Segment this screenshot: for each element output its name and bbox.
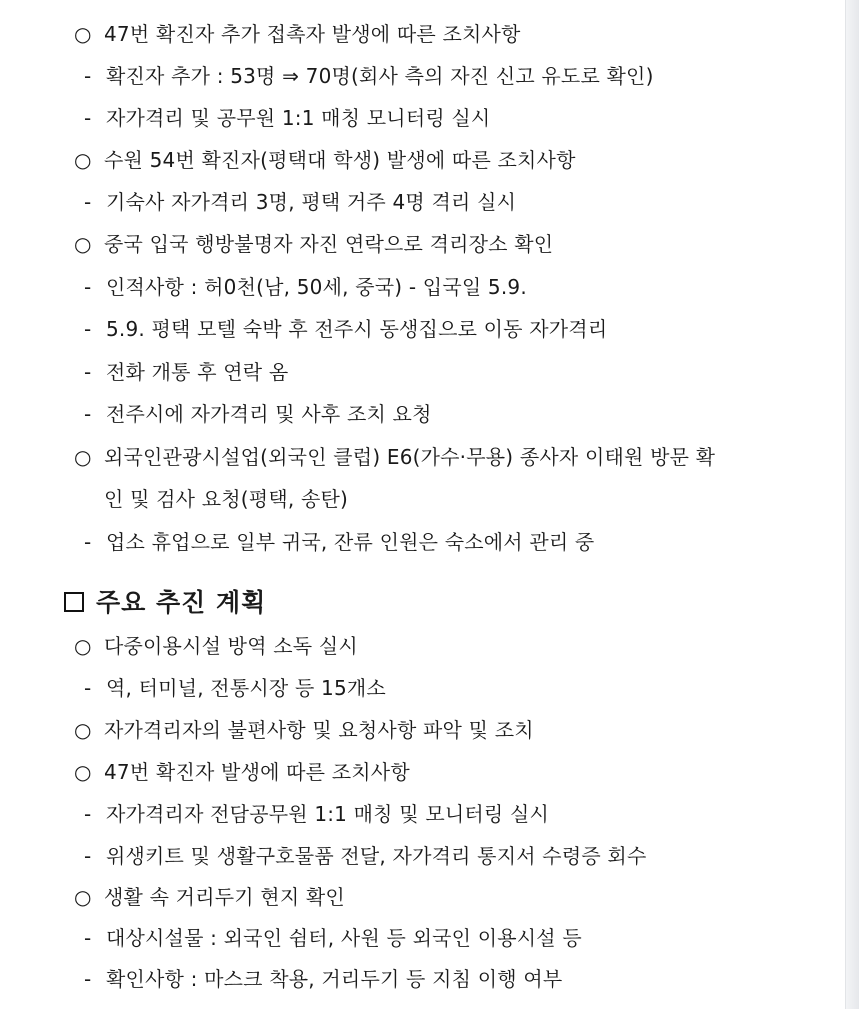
sub-item [84,187,516,217]
bullet-item [74,757,410,787]
sub-item [84,799,549,829]
dash-marker: - [84,275,92,299]
dash-marker: - [84,676,92,700]
sub-item [84,527,594,557]
item-text: 자가격리자 전담공무원 1:1 매칭 및 모니터링 실시 [106,802,550,826]
sub-item [84,103,490,133]
circle-bullet-icon: ○ [74,445,92,469]
dash-marker: - [84,530,92,554]
circle-bullet-icon: ○ [74,148,92,172]
item-text: 외국인관광시설업(외국인 클럽) E6(가수·무용) 종사자 이태원 방문 확 [104,445,716,469]
item-text: 인 및 검사 요청(평택, 송탄) [104,487,348,511]
bullet-item-continuation [104,484,348,514]
item-text: 확진자 추가 : 53명 ⇒ 70명(회사 측의 자진 신고 유도로 확인) [106,64,654,88]
bullet-item [74,442,715,472]
item-text: 위생키트 및 생활구호물품 전달, 자가격리 통지서 수령증 회수 [106,844,647,868]
sub-item [84,964,562,994]
item-text: 5.9. 평택 모텔 숙박 후 전주시 동생집으로 이동 자가격리 [106,317,608,341]
section-heading-text: 주요 추진 계획 [96,588,267,617]
item-text: 전화 개통 후 연락 옴 [106,360,289,384]
dash-marker: - [84,360,92,384]
circle-bullet-icon: ○ [74,232,92,256]
circle-bullet-icon: ○ [74,760,92,784]
bullet-item [74,145,576,175]
dash-marker: - [84,402,92,426]
sub-item [84,399,432,429]
sub-item [84,673,386,703]
sub-item [84,357,288,387]
bullet-item [74,715,534,745]
page-edge-shadow [845,0,859,1009]
item-text: 대상시설물 : 외국인 쉼터, 사원 등 외국인 이용시설 등 [106,926,582,950]
dash-marker: - [84,844,92,868]
sub-item [84,923,582,953]
circle-bullet-icon: ○ [74,634,92,658]
sub-item [84,272,527,302]
section-heading [64,586,266,620]
circle-bullet-icon: ○ [74,718,92,742]
bullet-item [74,19,521,49]
bullet-item [74,229,553,259]
circle-bullet-icon: ○ [74,885,92,909]
sub-item [84,314,607,344]
item-text: 다중이용시설 방역 소독 실시 [104,634,358,658]
item-text: 중국 입국 행방불명자 자진 연락으로 격리장소 확인 [104,232,554,256]
item-text: 역, 터미널, 전통시장 등 15개소 [106,676,386,700]
sub-item [84,841,646,871]
item-text: 기숙사 자가격리 3명, 평택 거주 4명 격리 실시 [106,190,517,214]
item-text: 47번 확진자 추가 접촉자 발생에 따른 조치사항 [104,22,521,46]
dash-marker: - [84,317,92,341]
sub-item [84,61,654,91]
bullet-item [74,631,358,661]
item-text: 수원 54번 확진자(평택대 학생) 발생에 따른 조치사항 [104,148,576,172]
item-text: 생활 속 거리두기 현지 확인 [104,885,345,909]
dash-marker: - [84,802,92,826]
bullet-item [74,882,345,912]
item-text: 전주시에 자가격리 및 사후 조치 요청 [106,402,432,426]
checkbox-square-icon [64,592,84,612]
item-text: 자가격리 및 공무원 1:1 매칭 모니터링 실시 [106,106,491,130]
dash-marker: - [84,926,92,950]
item-text: 47번 확진자 발생에 따른 조치사항 [104,760,410,784]
dash-marker: - [84,967,92,991]
dash-marker: - [84,64,92,88]
item-text: 인적사항 : 허0천(남, 50세, 중국) - 입국일 5.9. [106,275,527,299]
item-text: 자가격리자의 불편사항 및 요청사항 파악 및 조치 [104,718,534,742]
dash-marker: - [84,106,92,130]
item-text: 업소 휴업으로 일부 귀국, 잔류 인원은 숙소에서 관리 중 [106,530,595,554]
item-text: 확인사항 : 마스크 착용, 거리두기 등 지침 이행 여부 [106,967,563,991]
dash-marker: - [84,190,92,214]
circle-bullet-icon: ○ [74,22,92,46]
